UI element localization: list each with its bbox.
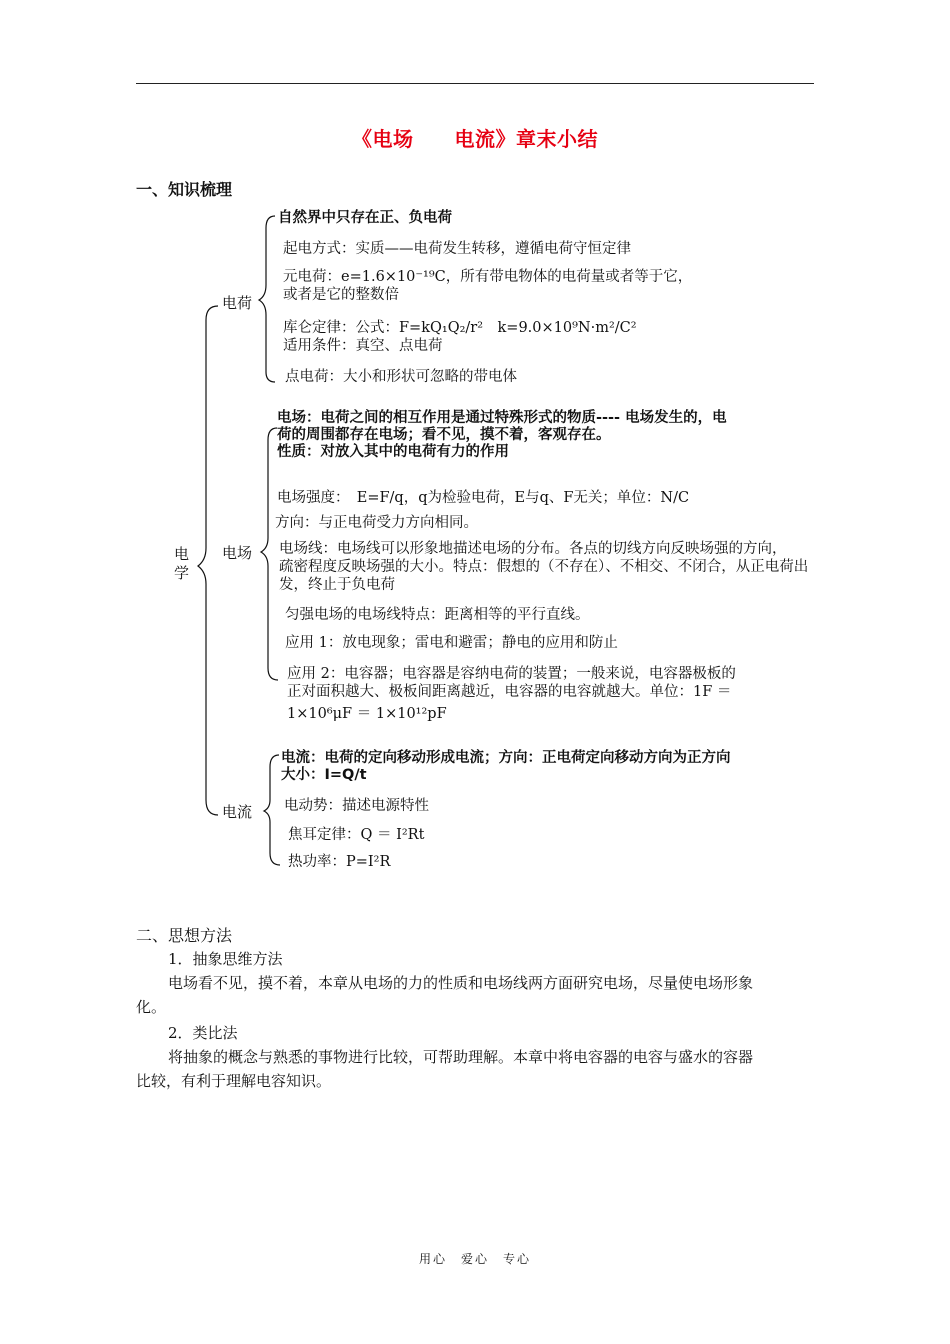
- field-item: 荷的周围都存在电场；看不见，摸不着，客观存在。: [277, 427, 611, 443]
- method-paragraph: 比较，有利于理解电容知识。: [136, 1072, 332, 1090]
- current-item: 电动势：描述电源特性: [284, 798, 429, 814]
- current-brace: [264, 755, 280, 865]
- charge-item: 库仑定律：公式：F=kQ₁Q₂/r² k=9.0×10⁹N·m²/C²: [283, 320, 637, 336]
- field-item: 匀强电场的电场线特点：距离相等的平行直线。: [285, 607, 590, 623]
- charge-item: 元电荷：e=1.6×10⁻¹⁹C，所有带电物体的电荷量或者等于它，: [283, 269, 693, 285]
- branch-label-field: 电场: [222, 544, 253, 562]
- field-item: 性质：对放入其中的电荷有力的作用: [277, 444, 509, 460]
- page-title: 《电场 电流》章末小结: [352, 127, 598, 151]
- current-item: 电流：电荷的定向移动形成电流；方向：正电荷定向移动方向为正方向: [281, 750, 731, 766]
- method-heading: 2．类比法: [168, 1024, 238, 1042]
- charge-item: 自然界中只存在正、负电荷: [278, 210, 452, 226]
- field-item: 电场线：电场线可以形象地描述电场的分布。各点的切线方向反映场强的方向，: [279, 541, 787, 557]
- charge-item: 点电荷：大小和形状可忽略的带电体: [285, 369, 517, 385]
- current-item: 大小：I=Q/t: [281, 767, 367, 783]
- field-item: 电场：电荷之间的相互作用是通过特殊形式的物质---- 电场发生的，电: [277, 410, 727, 426]
- charge-brace: [259, 216, 275, 382]
- section-heading-methods: 二、思想方法: [136, 926, 233, 945]
- field-item: 方向：与正电荷受力方向相同。: [275, 515, 478, 531]
- main-brace: [198, 306, 218, 815]
- field-item: 1×10⁶μF ＝ 1×10¹²pF: [287, 706, 447, 722]
- method-paragraph: 将抽象的概念与熟悉的事物进行比较，可帮助理解。本章中将电容器的电容与盛水的容器: [168, 1048, 754, 1066]
- charge-item: 或者是它的整数倍: [283, 287, 399, 303]
- method-heading: 1．抽象思维方法: [168, 950, 283, 968]
- section-heading-knowledge: 一、知识梳理: [136, 180, 233, 199]
- field-item: 应用 1：放电现象；雷电和避雷；静电的应用和防止: [285, 635, 618, 651]
- charge-item: 起电方式：实质——电荷发生转移，遵循电荷守恒定律: [283, 241, 631, 257]
- method-paragraph: 化。: [136, 998, 167, 1016]
- method-paragraph: 电场看不见，摸不着，本章从电场的力的性质和电场线两方面研究电场，尽量使电场形象: [168, 974, 754, 992]
- field-item: 应用 2：电容器；电容器是容纳电荷的装置；一般来说，电容器极板的: [287, 666, 736, 682]
- field-item: 发，终止于负电荷: [279, 577, 395, 593]
- page-footer: 用心 爱心 专心: [418, 1252, 531, 1266]
- field-brace: [261, 428, 278, 680]
- branch-label-current: 电流: [222, 803, 253, 821]
- root-label: 电学: [174, 545, 190, 582]
- charge-item: 适用条件：真空、点电荷: [283, 338, 443, 354]
- field-item: 疏密程度反映场强的大小。特点：假想的（不存在）、不相交、不闭合，从正电荷出: [279, 559, 809, 575]
- branch-label-charge: 电荷: [222, 294, 253, 312]
- current-item: 焦耳定律：Q ＝ I²Rt: [288, 827, 425, 843]
- current-item: 热功率：P=I²R: [288, 854, 391, 870]
- field-item: 电场强度： E=F/q，q为检验电荷，E与q、F无关；单位：N/C: [277, 490, 690, 506]
- field-item: 正对面积越大、极板间距离越近，电容器的电容就越大。单位：1F ＝: [287, 684, 732, 700]
